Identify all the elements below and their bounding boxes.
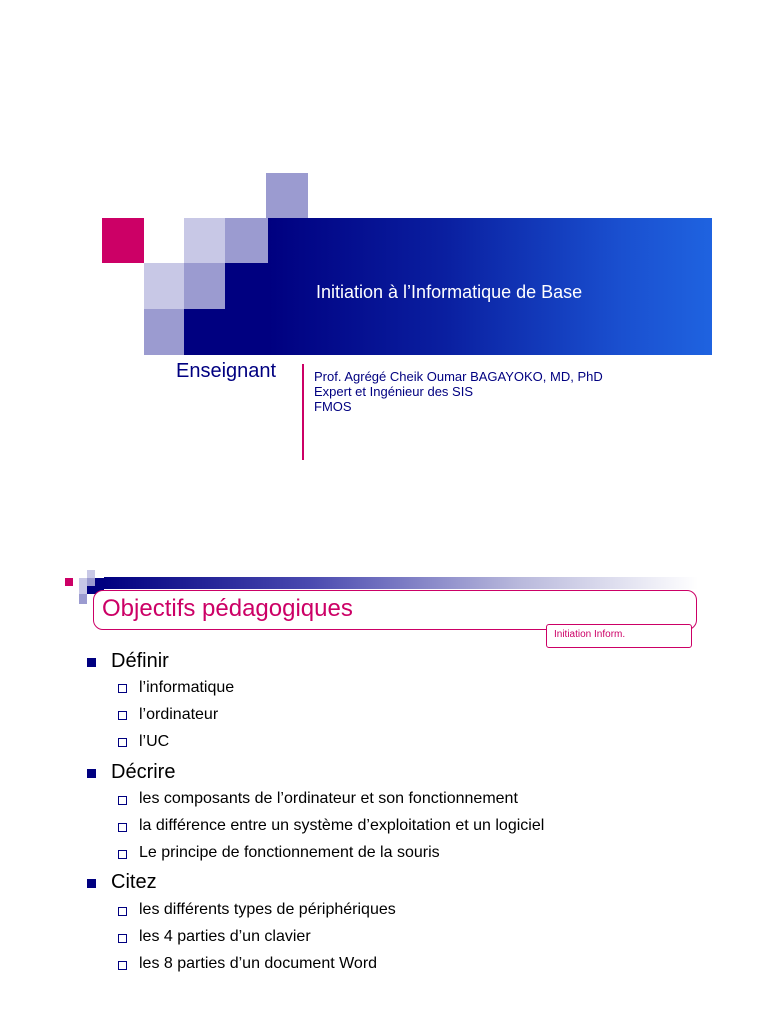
decor-square: [87, 570, 95, 578]
hollow-bullet-icon: [118, 823, 127, 832]
section-label: Définir: [111, 650, 169, 672]
decor-square: [87, 578, 95, 586]
decor-square: [184, 218, 225, 263]
bullet-square-icon: [87, 658, 96, 667]
hollow-bullet-icon: [118, 907, 127, 916]
decor-square: [95, 578, 104, 586]
hollow-bullet-icon: [118, 850, 127, 859]
list-item: les 4 parties d’un clavier: [139, 928, 311, 945]
list-item: les composants de l’ordinateur et son fonctionnement: [139, 790, 518, 807]
decor-square: [79, 586, 87, 594]
decor-square: [79, 594, 87, 604]
list-item: les 8 parties d’un document Word: [139, 955, 378, 972]
decor-square: [79, 578, 87, 586]
hollow-bullet-icon: [118, 711, 127, 720]
teacher-role: Expert et Ingénieur des SIS: [314, 384, 473, 399]
decor-square: [184, 309, 268, 355]
section-label: Citez: [111, 871, 157, 893]
divider-line: [302, 364, 304, 460]
slide-title: Initiation à l’Informatique de Base: [316, 282, 583, 302]
objectives-title: Objectifs pédagogiques: [102, 595, 353, 622]
hollow-bullet-icon: [118, 796, 127, 805]
teacher-label: Enseignant: [176, 360, 277, 382]
bullet-square-icon: [87, 769, 96, 778]
footer-tag: Initiation Inform.: [554, 629, 626, 640]
bullet-square-icon: [87, 879, 96, 888]
decor-square: [266, 173, 308, 218]
hollow-bullet-icon: [118, 961, 127, 970]
list-item: la différence entre un système d’exploitation et un logiciel: [139, 817, 545, 834]
list-item: les différents types de périphériques: [139, 901, 396, 918]
decor-square: [225, 218, 268, 263]
hollow-bullet-icon: [118, 934, 127, 943]
teacher-info: [314, 369, 603, 414]
decor-square-magenta: [102, 218, 144, 263]
decor-square: [184, 263, 225, 309]
list-item: Le principe de fonctionnement de la souris: [139, 844, 440, 861]
list-item: l’UC: [139, 733, 170, 750]
decor-square: [225, 263, 268, 309]
decor-square: [144, 309, 184, 355]
teacher-name: Prof. Agrégé Cheik Oumar BAGAYOKO, MD, PhD: [314, 369, 603, 384]
header-bar: [104, 577, 698, 589]
decor-square-magenta: [65, 578, 73, 586]
decor-square: [144, 263, 184, 309]
section-label: Décrire: [111, 761, 176, 783]
hollow-bullet-icon: [118, 684, 127, 693]
hollow-bullet-icon: [118, 738, 127, 747]
teacher-institution: FMOS: [314, 399, 352, 414]
list-item: l’informatique: [139, 679, 235, 696]
list-item: l’ordinateur: [139, 706, 219, 723]
